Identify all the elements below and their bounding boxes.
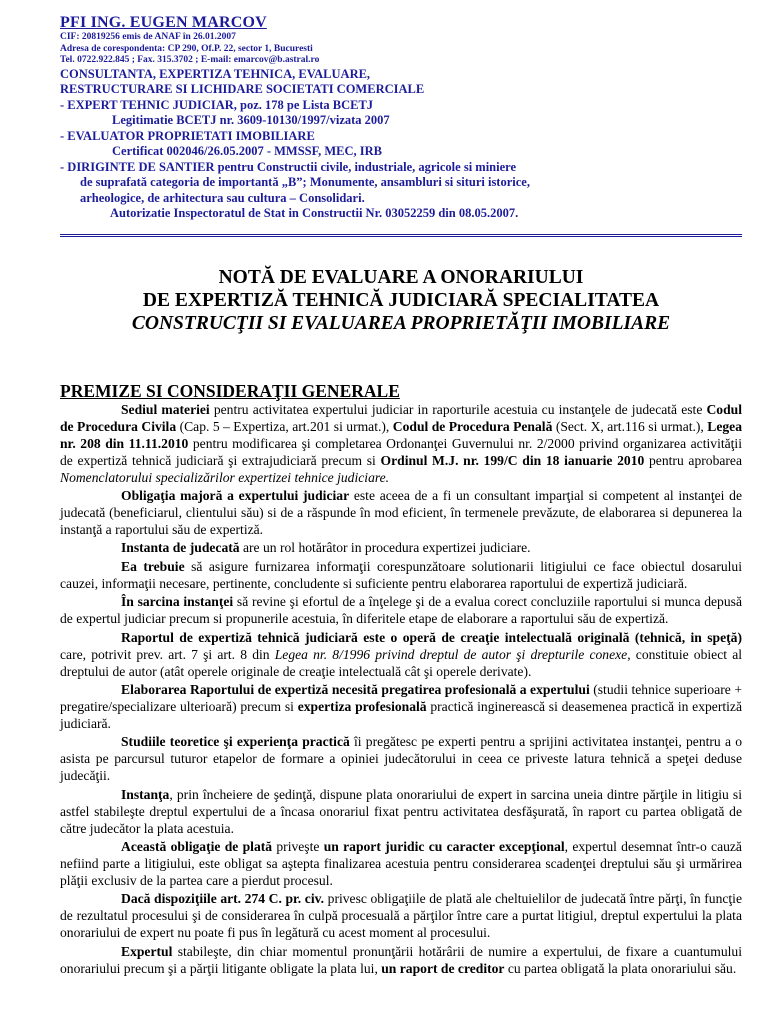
document-title [60,266,742,335]
letterhead [60,14,740,222]
company-contact: Tel. 0722.922.845 ; Fax. 315.3702 ; E-mail: emarcov@b.astral.ro [60,55,320,65]
body-text [60,402,742,979]
letterhead-line: - EXPERT TEHNIC JUDICIAR, poz. 178 pe Lista BCETJ [60,97,374,112]
body-paragraph [60,682,742,733]
text-run: , constituie obiect al dreptului de autor (atât operele originale de creaţie intelectuală cât şi operele derivate). [60,646,743,679]
text-run: are un rol hotărâtor in procedura expertizei judiciare. [239,540,531,556]
letterhead-line: Legitimatie BCETJ nr. 3609-10130/1997/vizata 2007 [112,113,390,127]
body-paragraph [60,630,742,681]
text-run: , expertul desemnat într-o cauză nefiind parte a litigiului, este obligat sa aştepta finalizarea acestuia pentru considerarea scadenţei dreptului său şi urmărirea plăţii exclusiv de la partea care a pierdut procesul. [60,839,742,888]
text-run: (studii tehnice superioare + pregatire/specializare ulterioară) precum si [60,682,742,714]
italic-text: Legea nr. 8/1996 privind dreptul de autor şi drepturile conexe [274,646,628,662]
text-run: pentru aprobarea [644,452,743,468]
text-run: (Cap. 5 – Expertiza, art.201 si urmat.), [176,418,393,434]
text-run: practică inginerească si deasemenea practică in expertiză judiciară. [60,698,742,731]
section-heading: PREMIZE SI CONSIDERAŢII GENERALE [60,381,400,401]
text-run: pentru modificarea şi completarea Ordonanţei Guvernului nr. 2/2000 privind organizarea activităţii de expertiză tehnică judiciară şi extrajudiciară precum si [60,435,742,468]
letterhead-divider [60,234,742,237]
text-run: priveşte [272,839,324,854]
bold-text: Legea nr. 208 din 11.11.2010 [60,418,743,451]
italic-text: Nomenclatorului specializărilor expertizei tehnice judiciare. [60,469,390,485]
title-line-2: DE EXPERTIZĂ TEHNICĂ JUDICIARĂ SPECIALITATEA [142,290,660,311]
letterhead-line: CONSULTANTA, EXPERTIZA TEHNICA, EVALUARE, [60,66,371,81]
body-paragraph [60,839,742,890]
body-paragraph [60,488,742,539]
bold-text: un raport juridic cu caracter excepţional [323,839,565,854]
text-run: privesc obligaţiile de plată ale cheltuielilor de judecată între părţi, în funcţie de rezultatul procesului şi de considerarea în culpă procesuală a părţilor între care a purtat litigiul, dreptul expertului la plata onorariului de expert nu poate fi pus în legătură cu acest moment al procesului. [60,891,742,941]
body-paragraph [60,787,742,838]
text-run: să revine şi efortul de a înţelege şi de a evalua corect concluziile raportului si munca depusă de expertul judiciar precum si propunerile acestuia, în diferitele etape de elaborare a raportului său de expertiză. [60,594,742,627]
company-cif: CIF: 20819256 emis de ANAF în 26.01.2007 [60,32,236,42]
letterhead-line: de suprafată categoria de importantă „B”; Monumente, ansambluri si situri istorice, [80,175,530,189]
letterhead-line: Certificat 002046/26.05.2007 - MMSSF, MEC, IRB [112,144,382,158]
text-run: cu partea obligată la plata onorariului său. [504,960,737,976]
bold-text: un raport de creditor [381,960,505,976]
text-run: să asigure furnizarea informaţii corespunzătoare solutionarii litigiului ce face obiectul dosarului cauzei, informaţii necesare, pertinente, concludente si suficiente pentru elaborarea raportului de expertiză judiciară. [60,558,742,591]
text-run: pentru activitatea expertului judiciar in raporturile acestuia cu instanţele de judecată este [209,402,707,417]
text-run: care, potrivit prev. art. 7 şi art. 8 din [60,646,275,662]
bold-text: Dacă dispoziţiile art. 274 C. pr. civ. [121,891,325,907]
body-paragraph [60,734,742,785]
letterhead-line: RESTRUCTURARE SI LICHIDARE SOCIETATI COMERCIALE [60,82,425,96]
company-name: PFI ING. EUGEN MARCOV [60,14,267,31]
body-paragraph [60,891,742,942]
letterhead-line: - EVALUATOR PROPRIETATI IMOBILIARE [60,128,315,143]
body-paragraph [60,944,742,978]
bold-text: Codul de Procedura Penală [392,418,553,434]
text-run: , prin încheiere de şedinţă, dispune plata onorariului de expert in sarcina uneia dintre părţile in litigiu si astfel stabileşte dreptul expertului de a încasa onorariul fixat pentru activitatea desfăşurată, în raport cu partea obligată de către judecător la plata acestuia. [60,786,742,836]
title-line-1: NOTĂ DE EVALUARE A ONORARIULUI [218,267,584,288]
letterhead-line: Autorizatie Inspectoratul de Stat in Constructii Nr. 03052259 din 08.05.2007. [110,206,519,220]
bold-text: Această obligaţie de plată [121,839,273,854]
bold-text: Sediul materiei [121,402,210,417]
body-paragraph [60,402,742,487]
text-run: (Sect. X, art.116 si urmat.), [552,418,708,434]
letterhead-line: - DIRIGINTE DE SANTIER pentru Constructii civile, industriale, agricole si miniere [60,159,517,174]
company-address: Adresa de corespondenta: CP 290, Of.P. 22, sector 1, Bucuresti [60,43,313,54]
title-line-3: CONSTRUCŢII SI EVALUAREA PROPRIETĂŢII IMOBILIARE [131,313,671,334]
body-paragraph [60,559,742,593]
body-paragraph [60,594,742,628]
bold-text: Expertul [121,943,173,959]
bold-text: În sarcina instanţei [121,594,234,610]
letterhead-line: arheologice, de arhitectura sau cultura – Consolidari. [80,190,365,205]
bold-text: Ordinul M.J. nr. 199/C din 18 ianuarie 2010 [380,452,645,468]
bold-text: Studiile teoretice şi experienţa practică [121,734,350,750]
bold-text: expertiza profesională [297,698,427,714]
bold-text: Raportul de expertiză tehnică judiciară este o operă de creaţie intelectuală originală (tehnică, in speţă) [121,629,742,645]
bold-text: Codul de Procedura Civila [60,402,742,434]
text-run: este aceea de a fi un consultant imparţial si competent al instanţei de judecată (beneficiarul, clientului său) si de a răspunde în mod eficient, în termenele prevăzute, de elaborarea si depunerea la instanţă a raportului său de expertiză. [60,488,742,537]
bold-text: Instanţa [121,786,170,802]
bold-text: Elaborarea Raportului de expertiză necesită pregatirea profesională a expertului [121,682,590,698]
bold-text: Instanta de judecată [121,540,240,556]
bold-text: Obligaţia majoră a expertului judiciar [121,488,350,504]
text-run: stabileşte, din chiar momentul pronunţării hotărârii de numire a expertului, de fixare a cuantumului onorariului precum şi a părţii litigante obligate la plata lui, [60,943,742,976]
text-run: îi pregătesc pe experti pentru a sprijini activitatea instanţei, pentru a o asista pe parcursul tuturor etapelor de formare a opiniei judecătorului in ceea ce priveste latura tehnică a speţei deduse judecăţii. [60,734,742,784]
body-paragraph [60,540,742,557]
bold-text: Ea trebuie [121,558,185,574]
